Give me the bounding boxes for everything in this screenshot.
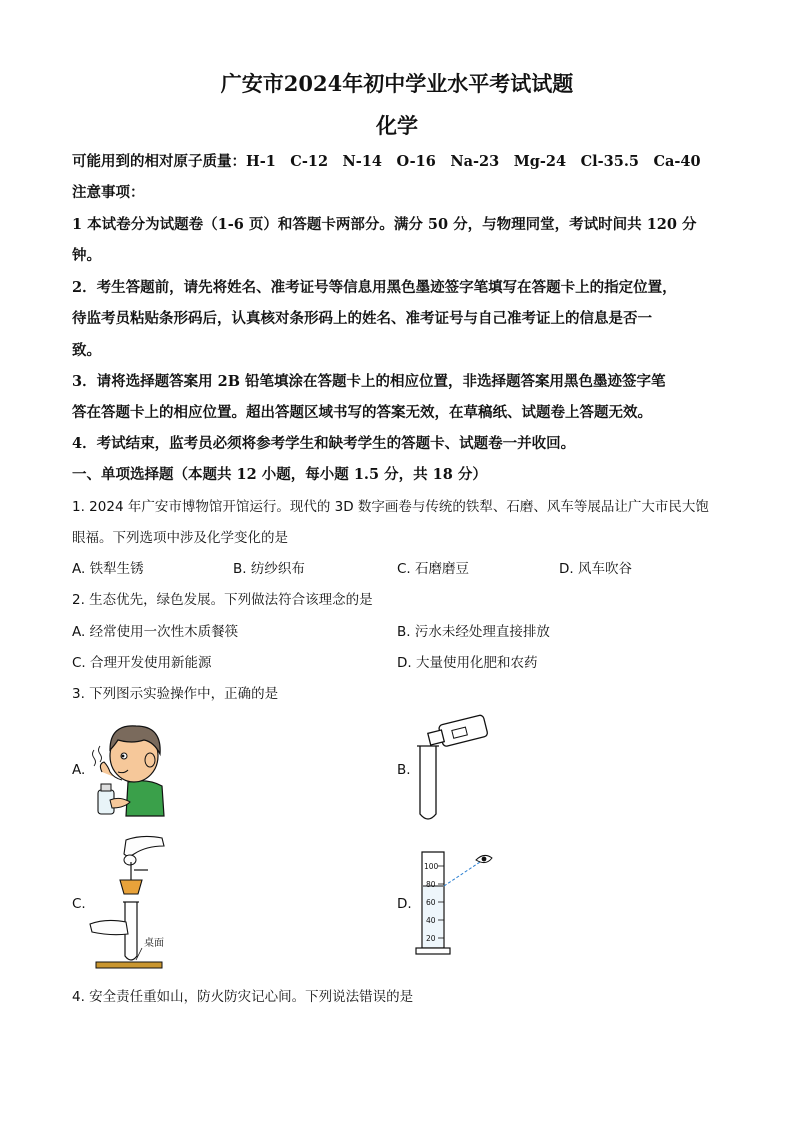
q1-option-d: D. 风车吹谷 — [559, 561, 632, 577]
note-line: 4．考试结束，监考员必须将参考学生和缺考学生的答题卡、试题卷一并收回。 — [72, 435, 576, 452]
atomic-masses: 可能用到的相对原子质量：H-1 C-12 N-14 O-16 Na-23 Mg-24 Cl-35.5 Ca-40 — [72, 153, 701, 170]
q2-option-b: B. 污水未经处理直接排放 — [397, 624, 550, 640]
question-2-stem: 2. 生态优先，绿色发展。下列做法符合该理念的是 — [72, 592, 373, 608]
q2-option-a: A. 经常使用一次性木质餐筷 — [72, 624, 239, 640]
q3-label-c: C. — [72, 896, 86, 912]
note-line: 待监考员粘贴条形码后，认真核对条形码上的姓名、准考证号与自己准考证上的信息是否一 — [72, 310, 652, 327]
question-1-stem-cont: 眼福。下列选项中涉及化学变化的是 — [72, 530, 288, 546]
q3-label-d: D. — [397, 896, 412, 912]
q1-option-c: C. 石磨磨豆 — [397, 561, 470, 577]
q1-option-b: B. 纺纱织布 — [233, 561, 305, 577]
q2-option-d: D. 大量使用化肥和农药 — [397, 655, 538, 671]
note-line: 2．考生答题前，请先将姓名、准考证号等信息用黑色墨迹签字笔填写在答题卡上的指定位置， — [72, 279, 677, 296]
subject-title: 化学 — [376, 113, 418, 138]
figure-b-pouring-liquid — [412, 712, 492, 824]
question-1-stem: 1. 2024 年广安市博物馆开馆运行。现代的 3D 数字画卷与传统的铁犁、石磨、风车等展品让广大市民大饱 — [72, 499, 709, 515]
section-heading: 一、单项选择题（本题共 12 小题，每小题 1.5 分，共 18 分） — [72, 466, 487, 483]
note-line: 3．请将选择题答案用 2B 铅笔填涂在答题卡上的相应位置，非选择题答案用黑色墨迹签字笔 — [72, 373, 666, 390]
figure-d-reading-cylinder — [414, 844, 502, 960]
note-line: 1 本试卷分为试题卷（1-6 页）和答题卡两部分。满分 50 分，与物理同堂，考试时间共 120 分 — [72, 216, 697, 233]
cylinder-tick-label: 100 — [424, 862, 439, 871]
note-line: 致。 — [72, 342, 101, 359]
q2-option-c: C. 合理开发使用新能源 — [72, 655, 212, 671]
q1-option-a: A. 铁犁生锈 — [72, 561, 144, 577]
cylinder-tick-label: 80 — [426, 880, 436, 889]
cylinder-tick-label: 40 — [426, 916, 436, 925]
note-line: 答在答题卡上的相应位置。超出答题区域书写的答案无效，在草稿纸、试题卷上答题无效。 — [72, 404, 652, 421]
question-3-stem: 3. 下列图示实验操作中，正确的是 — [72, 686, 279, 702]
exam-title: 广安市2024年初中学业水平考试试题 — [220, 71, 574, 96]
cylinder-tick-label: 20 — [426, 934, 436, 943]
q3-label-a: A. — [72, 762, 86, 778]
q3-label-b: B. — [397, 762, 411, 778]
figure-a-smelling-gas — [88, 716, 168, 820]
figure-c-inserting-stopper — [88, 832, 178, 972]
cylinder-tick-label: 60 — [426, 898, 436, 907]
question-4-stem: 4. 安全责任重如山，防火防灾记心间。下列说法错误的是 — [72, 989, 414, 1005]
note-line: 钟。 — [72, 247, 101, 264]
desk-label: 桌面 — [144, 938, 164, 949]
notes-heading: 注意事项： — [72, 184, 145, 201]
